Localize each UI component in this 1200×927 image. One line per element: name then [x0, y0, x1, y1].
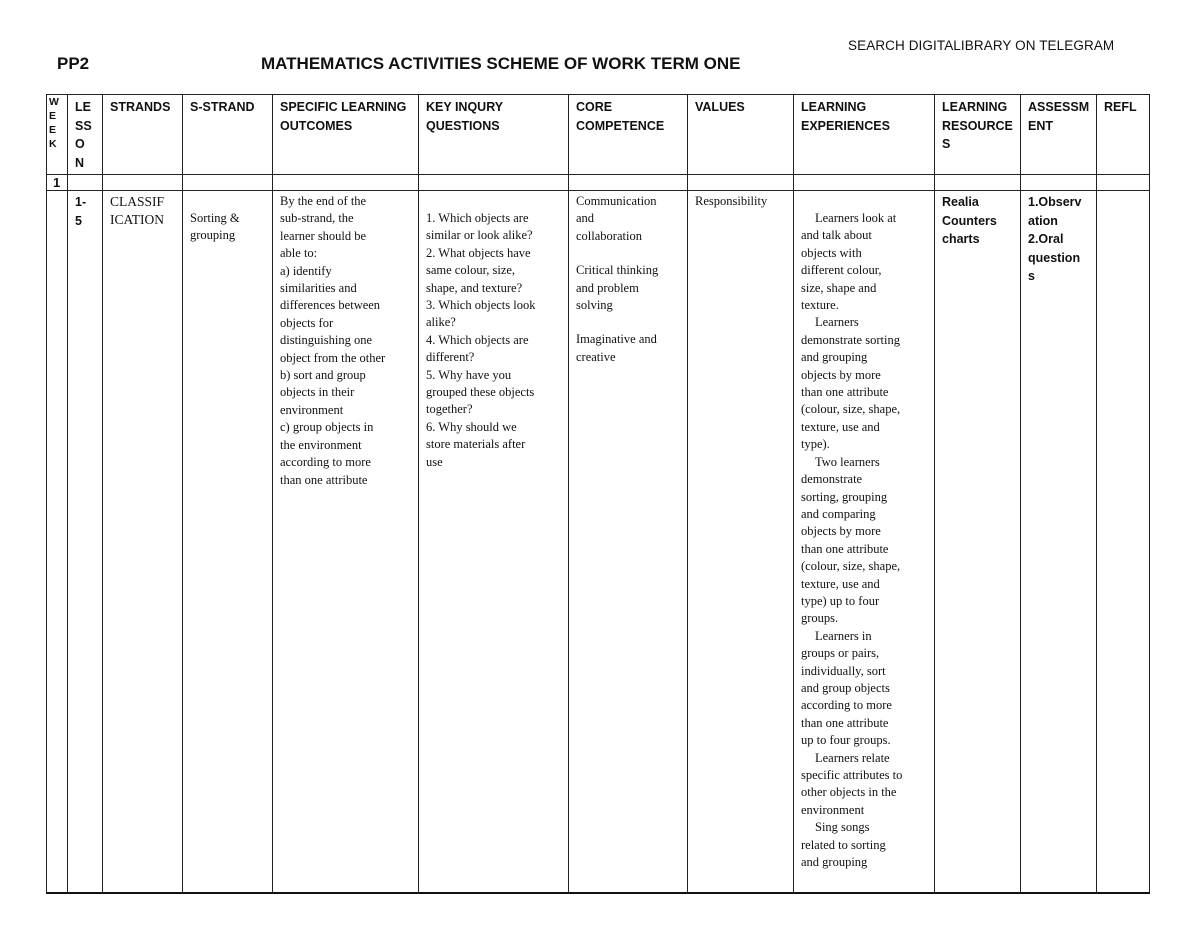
lesson-cell: 1- 5 — [68, 191, 103, 894]
telegram-watermark: SEARCH DIGITALIBRARY ON TELEGRAM — [848, 38, 1115, 53]
experiences-cell: Learners look at and talk about objects with different colour, size, shape and texture. Learners demonstrate sorting and grouping objects by more than one attribute (colour, size, shape, texture, use and type). Two learners demonstrate sorting, grouping and comparing objects by more than one attribute (colour, size, shape, texture, use and type) up to four groups. Learners in groups or pairs, individually, sort and group objects according to more than one attribute up to four groups. Learners relate specific attributes to other objects in the environment Sing songs related to sorting and grouping — [794, 191, 935, 894]
header-week: W E E K — [47, 95, 68, 175]
header-row — [47, 95, 1150, 175]
class-code: PP2 — [57, 54, 90, 73]
header-experiences: LEARNING EXPERIENCES — [794, 95, 935, 175]
values-cell: Responsibility — [688, 191, 794, 894]
header-reflection: REFL — [1097, 95, 1150, 175]
lesson-row — [47, 191, 1150, 894]
header-competence: CORE COMPETENCE — [569, 95, 688, 175]
week-number-row — [47, 175, 1150, 191]
outcomes-cell: By the end of the sub-strand, the learner should be able to: a) identify similarities and differences between objects for distinguishing one object from the other b) sort and group objects in their environment c) group objects in the environment according to more than one attribute — [273, 191, 419, 894]
document-title: MATHEMATICS ACTIVITIES SCHEME OF WORK TERM ONE — [261, 54, 741, 73]
header-values: VALUES — [688, 95, 794, 175]
header-assessment: ASSESSM ENT — [1021, 95, 1097, 175]
assessment-cell: 1.Observ ation 2.Oral question s — [1021, 191, 1097, 894]
questions-cell: 1. Which objects are similar or look alike? 2. What objects have same colour, size, shape, and texture? 3. Which objects look alike? 4. Which objects are different? 5. Why have you grouped these objects together? 6. Why should we store materials after use — [419, 191, 569, 894]
competence-cell: Communication and collaboration Critical thinking and problem solving Imaginative and creative — [569, 191, 688, 894]
sub-strand-cell: Sorting & grouping — [183, 191, 273, 894]
header-sub-strand: S-STRAND — [183, 95, 273, 175]
header-outcomes: SPECIFIC LEARNING OUTCOMES — [273, 95, 419, 175]
header-strands: STRANDS — [103, 95, 183, 175]
resources-cell: Realia Counters charts — [935, 191, 1021, 894]
week-cell — [47, 191, 68, 894]
strand-cell: CLASSIF ICATION — [103, 191, 183, 894]
header-lesson: LE SS O N — [68, 95, 103, 175]
reflection-cell — [1097, 191, 1150, 894]
header-resources: LEARNING RESOURCE S — [935, 95, 1021, 175]
scheme-of-work-table — [46, 94, 1150, 894]
week-number: 1 — [47, 175, 68, 191]
header-questions: KEY INQURY QUESTIONS — [419, 95, 569, 175]
